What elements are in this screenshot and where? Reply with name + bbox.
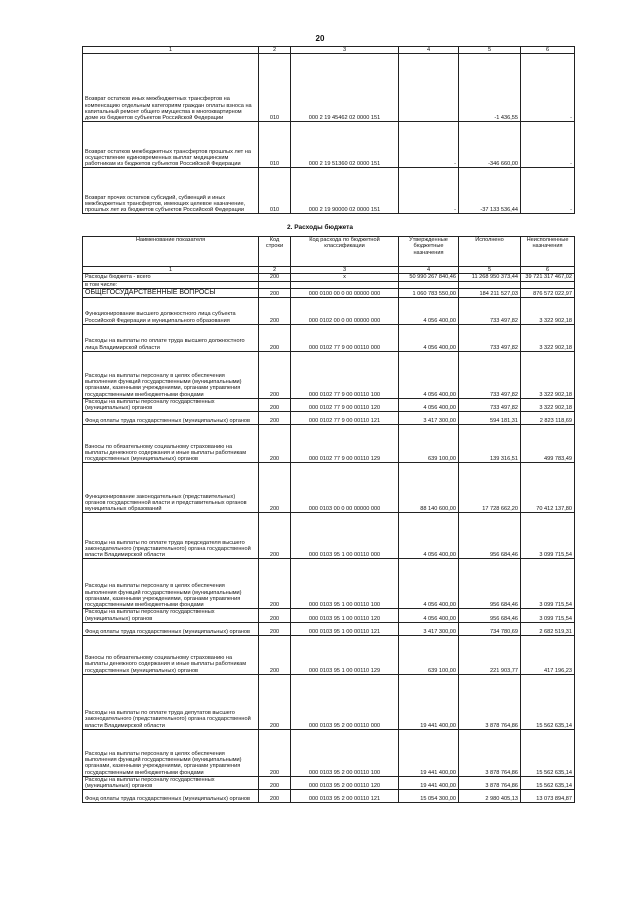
row-executed: 594 181,31 [459,412,521,425]
header-executed: Исполнено [459,237,521,267]
row-budget-code: 000 2 19 51360 02 0000 151 [291,122,399,168]
row-approved: 3 417 300,00 [399,412,459,425]
row-budget-code: 000 0102 77 9 00 00110 120 [291,398,399,412]
row-executed: 956 684,46 [459,559,521,609]
row-name: Фонд оплаты труда государственных (муниципальных) органов [83,790,259,803]
column-number-row [83,47,575,54]
table-row [83,324,575,351]
row-name: Взносы по обязательному социальному страхованию на выплаты денежного содержания и иные выплаты работникам государственных (муниципальных) органов [83,425,259,463]
row-approved: 639 100,00 [399,635,459,674]
row-unexecuted: 13 073 894,87 [521,790,575,803]
row-name: Расходы на выплаты персоналу государственных (муниципальных) органов [83,609,259,623]
row-unexecuted: 15 562 635,14 [521,776,575,790]
row-approved: - [399,122,459,168]
row-line-code: 010 [259,122,291,168]
row-line-code: 200 [259,729,291,776]
row-unexecuted [521,281,575,288]
row-approved [399,281,459,288]
row-unexecuted: 2 823 118,69 [521,412,575,425]
row-budget-code: x [291,274,399,281]
row-executed [459,281,521,288]
row-line-code: 200 [259,790,291,803]
column-number: 4 [399,47,459,54]
column-number: 5 [459,267,521,274]
row-name: Расходы на выплаты персоналу государственных (муниципальных) органов [83,776,259,790]
row-budget-code: 000 0103 95 2 00 00110 120 [291,776,399,790]
row-name: Функционирование высшего должностного лица субъекта Российской Федерации и муниципального образования [83,297,259,324]
row-unexecuted: - [521,122,575,168]
table-row [83,297,575,324]
table-row [83,425,575,463]
row-budget-code: 000 0103 95 1 00 00110 000 [291,513,399,559]
row-approved [399,54,459,122]
row-line-code: 200 [259,324,291,351]
row-executed: 11 268 950 373,44 [459,274,521,281]
table-row [83,54,575,122]
row-line-code: 200 [259,288,291,297]
row-approved: 19 441 400,00 [399,776,459,790]
column-number: 5 [459,47,521,54]
row-approved: 4 056 400,00 [399,609,459,623]
row-line-code: 200 [259,425,291,463]
table-row [83,790,575,803]
column-number: 3 [291,47,399,54]
table-row [83,398,575,412]
row-budget-code: 000 0103 95 1 00 00110 100 [291,559,399,609]
row-budget-code: 000 2 19 90000 02 0000 151 [291,168,399,214]
row-approved: 19 441 400,00 [399,674,459,729]
row-unexecuted: 3 322 902,18 [521,324,575,351]
row-approved: 1 060 783 550,00 [399,288,459,297]
row-approved: 4 056 400,00 [399,324,459,351]
row-executed: 221 903,77 [459,635,521,674]
row-executed: 139 316,51 [459,425,521,463]
row-unexecuted: 2 682 519,31 [521,622,575,635]
row-name: Фонд оплаты труда государственных (муниципальных) органов [83,622,259,635]
expenses-body [83,267,575,803]
row-budget-code: 000 0102 00 0 00 00000 000 [291,297,399,324]
row-approved: 4 056 400,00 [399,297,459,324]
header-unexecuted: Неисполненные назначения [521,237,575,267]
row-unexecuted: 3 099 715,54 [521,513,575,559]
row-unexecuted: 499 783,49 [521,425,575,463]
row-unexecuted: 15 562 635,14 [521,674,575,729]
row-line-code: 200 [259,776,291,790]
row-approved: 3 417 300,00 [399,622,459,635]
row-name: ОБЩЕГОСУДАРСТВЕННЫЕ ВОПРОСЫ [83,288,259,297]
column-number: 2 [259,267,291,274]
row-name: Возврат прочих остатков субсидий, субвенций и иных межбюджетных трансфертов, имеющих целевое назначение, прошлых лет из бюджетов субъектов Российской Федерации [83,168,259,214]
header-name: Наименование показателя [83,237,259,267]
row-executed: -37 133 536,44 [459,168,521,214]
column-number-row [83,267,575,274]
table-row [83,463,575,513]
row-budget-code: 000 0100 00 0 00 00000 000 [291,288,399,297]
row-unexecuted: 15 562 635,14 [521,729,575,776]
row-unexecuted: 876 572 022,97 [521,288,575,297]
row-approved: - [399,168,459,214]
row-executed: -1 436,55 [459,54,521,122]
row-name: Расходы на выплаты персоналу государственных (муниципальных) органов [83,398,259,412]
row-line-code: 200 [259,635,291,674]
table-row [83,635,575,674]
table-row [83,729,575,776]
row-name: Расходы на выплаты по оплате труда председателя высшего законодательного (представительного) органа государственной власти Владимирской области [83,513,259,559]
row-executed: 17 728 662,20 [459,463,521,513]
header-budget-code: Код расхода по бюджетной классификации [291,237,399,267]
table-row [83,288,575,297]
row-executed: 733 497,82 [459,351,521,398]
row-budget-code: 000 0103 95 2 00 00110 121 [291,790,399,803]
row-name: Расходы на выплаты персоналу в целях обеспечения выполнения функций государственными (муниципальными) органами, казенными учреждениями, органами управления государственными внебюджетными фондами [83,729,259,776]
row-budget-code: 000 0103 95 1 00 00110 129 [291,635,399,674]
header-line-code: Код строки [259,237,291,267]
table-row [83,122,575,168]
row-line-code [259,281,291,288]
row-line-code: 200 [259,513,291,559]
row-name: Возврат остатков иных межбюджетных трансфертов на компенсацию отдельным категориям граждан оплаты взноса на капитальный ремонт общего имущества в многоквартирном доме из бюджетов субъектов Российской Федерации [83,54,259,122]
row-line-code: 200 [259,351,291,398]
table-row [83,513,575,559]
row-unexecuted: - [521,54,575,122]
row-executed: 3 878 764,86 [459,729,521,776]
column-number: 6 [521,267,575,274]
table-row [83,351,575,398]
row-name: Расходы на выплаты по оплате труда депутатов высшего законодательного (представительного) органа государственной власти Владимирской области [83,674,259,729]
row-approved: 4 056 400,00 [399,351,459,398]
expenses-header-row [83,237,575,267]
column-number: 1 [83,267,259,274]
row-line-code: 200 [259,274,291,281]
row-line-code: 200 [259,463,291,513]
income-returns-body [83,47,575,214]
row-approved: 19 441 400,00 [399,729,459,776]
row-executed: 733 497,82 [459,324,521,351]
row-executed: 3 878 764,86 [459,674,521,729]
table-row [83,622,575,635]
table-row [83,168,575,214]
row-name: Фонд оплаты труда государственных (муниципальных) органов [83,412,259,425]
row-unexecuted: 3 322 902,18 [521,297,575,324]
row-approved: 88 140 600,00 [399,463,459,513]
row-approved: 639 100,00 [399,425,459,463]
row-line-code: 200 [259,609,291,623]
column-number: 6 [521,47,575,54]
table-row [83,412,575,425]
row-budget-code: 000 0102 77 9 00 00110 000 [291,324,399,351]
row-name: Расходы бюджета - всего [83,274,259,281]
row-name: Взносы по обязательному социальному страхованию на выплаты денежного содержания и иные выплаты работникам государственных (муниципальных) органов [83,635,259,674]
row-budget-code: 000 0103 95 1 00 00110 120 [291,609,399,623]
row-budget-code: 000 0102 77 9 00 00110 100 [291,351,399,398]
row-approved: 4 056 400,00 [399,559,459,609]
row-name: Функционирование законодательных (представительных) органов государственной власти и представительных органов муниципальных образований [83,463,259,513]
row-unexecuted: 3 322 902,18 [521,398,575,412]
expenses-table [82,236,575,803]
row-executed: 733 497,82 [459,297,521,324]
income-returns-table [82,46,575,214]
row-budget-code: 000 0103 95 2 00 00110 000 [291,674,399,729]
row-name: Возврат остатков межбюджетных трансфертов прошлых лет на осуществление единовременных выплат медицинским работникам из бюджетов субъектов Российской Федерации [83,122,259,168]
row-budget-code: 000 0103 95 2 00 00110 100 [291,729,399,776]
row-unexecuted: 3 099 715,54 [521,559,575,609]
column-number: 1 [83,47,259,54]
table-row [83,281,575,288]
row-line-code: 200 [259,559,291,609]
column-number: 4 [399,267,459,274]
row-executed: 3 878 764,86 [459,776,521,790]
section-title: 2. Расходы бюджета [287,224,353,231]
row-name: Расходы на выплаты персоналу в целях обеспечения выполнения функций государственными (муниципальными) органами, казенными учреждениями, органами управления государственными внебюджетными фондами [83,559,259,609]
row-approved: 15 054 300,00 [399,790,459,803]
row-unexecuted: 70 412 137,80 [521,463,575,513]
row-line-code: 200 [259,674,291,729]
row-line-code: 200 [259,412,291,425]
row-approved: 4 056 400,00 [399,398,459,412]
row-line-code: 010 [259,168,291,214]
table-row [83,559,575,609]
row-budget-code: 000 0102 77 9 00 00110 129 [291,425,399,463]
column-number: 3 [291,267,399,274]
row-executed: -346 660,00 [459,122,521,168]
row-unexecuted: 417 196,23 [521,635,575,674]
page-number: 20 [315,34,325,43]
row-executed: 734 780,69 [459,622,521,635]
row-approved: 4 056 400,00 [399,513,459,559]
row-executed: 2 980 405,13 [459,790,521,803]
row-line-code: 200 [259,622,291,635]
row-budget-code: 000 0103 95 1 00 00110 121 [291,622,399,635]
row-unexecuted: - [521,168,575,214]
row-line-code: 200 [259,297,291,324]
row-executed: 956 684,46 [459,513,521,559]
row-name: в том числе: [83,281,259,288]
row-unexecuted: 3 099 715,54 [521,609,575,623]
table-row [83,274,575,281]
row-line-code: 010 [259,54,291,122]
header-approved: Утвержденные бюджетные назначения [399,237,459,267]
row-budget-code: 000 2 19 45462 02 0000 151 [291,54,399,122]
row-executed: 184 211 527,03 [459,288,521,297]
row-name: Расходы на выплаты по оплате труда высшего должностного лица Владимирской области [83,324,259,351]
row-executed: 733 497,82 [459,398,521,412]
row-unexecuted: 3 322 902,18 [521,351,575,398]
row-budget-code: 000 0102 77 9 00 00110 121 [291,412,399,425]
row-budget-code [291,281,399,288]
table-row [83,776,575,790]
table-row [83,609,575,623]
table-row [83,674,575,729]
row-executed: 956 684,46 [459,609,521,623]
column-number: 2 [259,47,291,54]
row-approved: 50 990 267 840,46 [399,274,459,281]
row-line-code: 200 [259,398,291,412]
row-unexecuted: 39 721 317 467,02 [521,274,575,281]
row-budget-code: 000 0103 00 0 00 00000 000 [291,463,399,513]
row-name: Расходы на выплаты персоналу в целях обеспечения выполнения функций государственными (муниципальными) органами, казенными учреждениями, органами управления государственными внебюджетными фондами [83,351,259,398]
